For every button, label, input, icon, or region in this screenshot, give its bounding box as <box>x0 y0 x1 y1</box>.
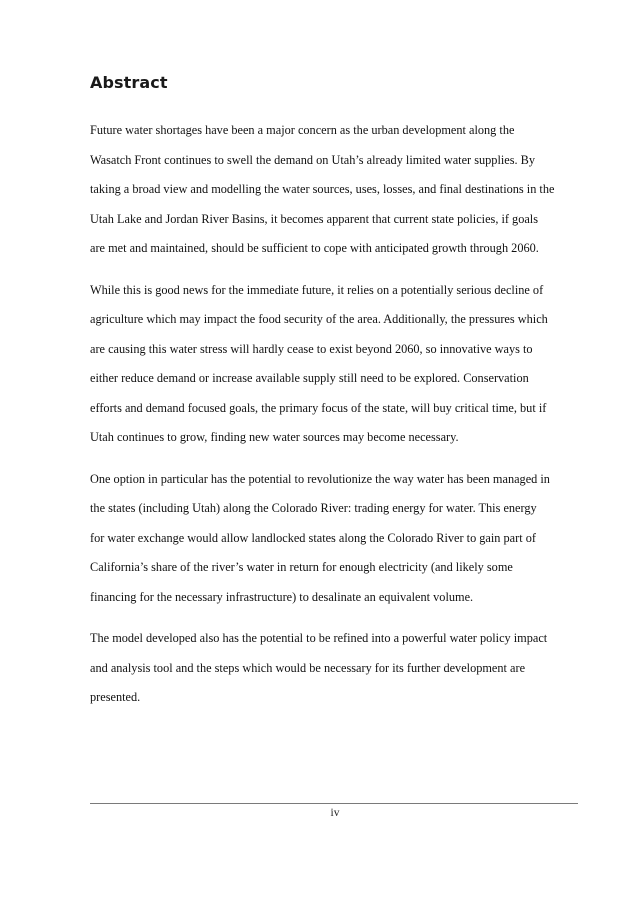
abstract-paragraph-2 <box>90 276 556 453</box>
text-line: Future water shortages have been a major concern as the urban development along the <box>90 123 515 137</box>
text-line: efforts and demand focused goals, the primary focus of the state, will buy critical time, but if <box>90 400 547 415</box>
text-line: either reduce demand or increase available supply still need to be explored. Conservation <box>90 371 529 385</box>
text-line: The model developed also has the potential to be refined into a powerful water policy impact <box>90 631 548 645</box>
text-line: California’s share of the river’s water in return for enough electricity (and likely some <box>90 560 513 574</box>
abstract-body <box>90 116 556 725</box>
text-line: One option in particular has the potential to revolutionize the way water has been managed in <box>90 471 550 486</box>
text-line: Utah continues to grow, finding new water sources may become necessary. <box>90 430 459 444</box>
text-line: and analysis tool and the steps which would be necessary for its further development are <box>90 660 526 675</box>
text-line: Wasatch Front continues to swell the demand on Utah’s already limited water supplies. By <box>90 152 536 167</box>
footer-divider <box>90 803 578 804</box>
page-number: iv <box>330 807 340 819</box>
text-line: for water exchange would allow landlocked states along the Colorado River to gain part of <box>90 530 536 545</box>
text-line: presented. <box>90 690 141 704</box>
abstract-paragraph-1 <box>90 116 556 264</box>
text-line: Utah Lake and Jordan River Basins, it becomes apparent that current state policies, if goals <box>90 211 539 226</box>
abstract-paragraph-3 <box>90 465 556 613</box>
text-line: financing for the necessary infrastructure) to desalinate an equivalent volume. <box>90 589 474 604</box>
text-line: agriculture which may impact the food security of the area. Additionally, the pressures which <box>90 312 548 326</box>
text-line: the states (including Utah) along the Colorado River: trading energy for water. This energy <box>90 501 537 515</box>
abstract-paragraph-4 <box>90 624 556 713</box>
text-line: While this is good news for the immediate future, it relies on a potentially serious decline of <box>90 282 544 297</box>
text-line: are causing this water stress will hardly cease to exist beyond 2060, so innovative ways to <box>90 341 533 356</box>
text-line: taking a broad view and modelling the water sources, uses, losses, and final destinations in the <box>90 182 555 196</box>
text-line: are met and maintained, should be sufficient to cope with anticipated growth through 2060. <box>90 241 539 255</box>
abstract-heading: Abstract <box>90 73 168 92</box>
